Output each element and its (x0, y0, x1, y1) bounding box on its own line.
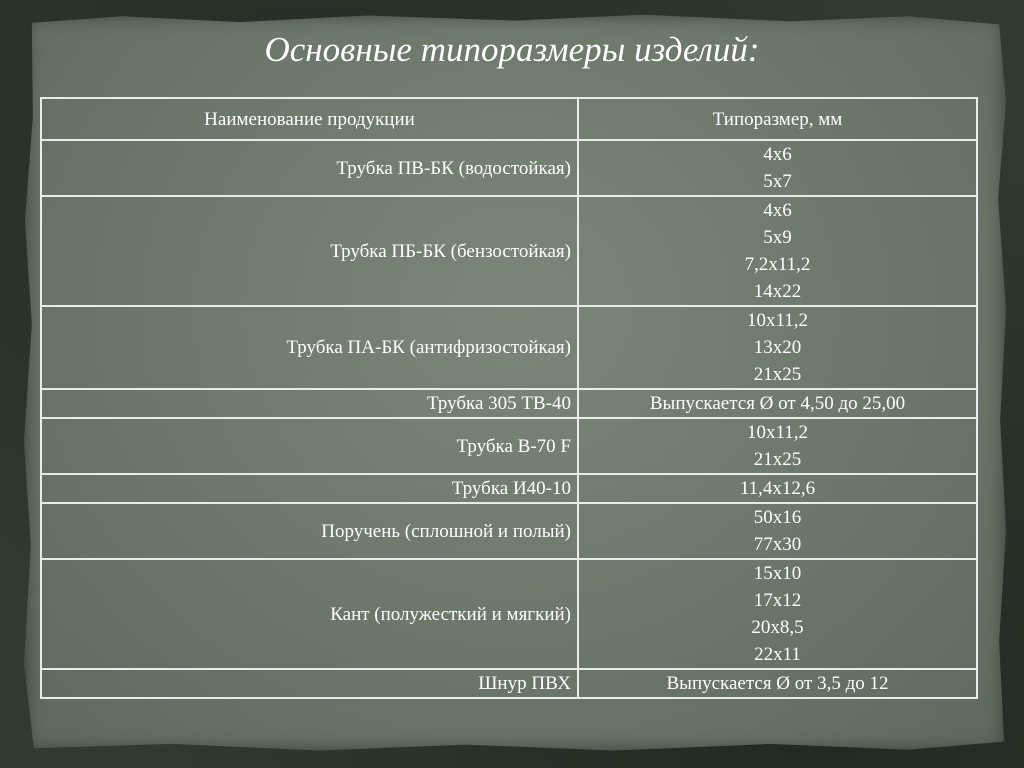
product-name-cell: Поручень (сплошной и полый) (41, 503, 578, 559)
table-row (41, 306, 977, 389)
size-value: 10х11,2 (746, 310, 809, 331)
size-cell (578, 669, 977, 698)
size-value: 21х25 (753, 364, 802, 385)
table-row (41, 389, 977, 418)
size-value: 7,2х11,2 (744, 254, 811, 275)
size-value: 50х16 (753, 507, 802, 528)
size-value: 4х6 (763, 200, 792, 221)
size-value: 77х30 (753, 534, 802, 555)
size-value: Выпускается Ø от 4,50 до 25,00 (649, 393, 906, 414)
size-cell (578, 140, 977, 196)
table-row (41, 196, 977, 306)
table-row (41, 140, 977, 196)
product-name-cell: Трубка ПБ-БК (бензостойкая) (41, 196, 578, 306)
size-cell (578, 503, 977, 559)
product-name-cell: Кант (полужесткий и мягкий) (41, 559, 578, 669)
table-body (41, 140, 977, 698)
product-name-cell: Трубка ПВ-БК (водостойкая) (41, 140, 578, 196)
size-value: 13х20 (753, 337, 802, 358)
size-cell (578, 306, 977, 389)
size-value: 20х8,5 (751, 617, 804, 638)
table-row (41, 474, 977, 503)
size-value: 5х9 (763, 227, 792, 248)
slide-title: Основные типоразмеры изделий: (264, 30, 760, 69)
product-size-table (40, 97, 978, 699)
size-cell (578, 559, 977, 669)
size-cell (578, 418, 977, 474)
product-name-cell: Шнур ПВХ (41, 669, 578, 698)
size-value: 11,4х12,6 (739, 478, 816, 499)
size-value: 22х11 (754, 644, 801, 665)
column-header-product-name: Наименование продукции (41, 98, 578, 140)
size-value: 5х7 (763, 171, 792, 192)
table-row (41, 503, 977, 559)
size-value: 10х11,2 (746, 422, 809, 443)
size-value: 21х25 (753, 449, 802, 470)
table-row (41, 559, 977, 669)
product-name-cell: Трубка 305 ТВ-40 (41, 389, 578, 418)
size-value: 15х10 (753, 563, 802, 584)
product-name-cell: Трубка В-70 F (41, 418, 578, 474)
size-value: Выпускается Ø от 3,5 до 12 (666, 673, 889, 694)
size-cell (578, 389, 977, 418)
table-row (41, 669, 977, 698)
product-name-cell: Трубка ПА-БК (антифризостойкая) (41, 306, 578, 389)
column-header-size: Типоразмер, мм (578, 98, 977, 140)
size-value: 17х12 (753, 590, 802, 611)
size-value: 4х6 (763, 144, 792, 165)
table-header-row (41, 98, 977, 140)
table-row (41, 418, 977, 474)
size-cell (578, 474, 977, 503)
size-cell (578, 196, 977, 306)
product-name-cell: Трубка И40-10 (41, 474, 578, 503)
size-value: 14х22 (753, 281, 802, 302)
